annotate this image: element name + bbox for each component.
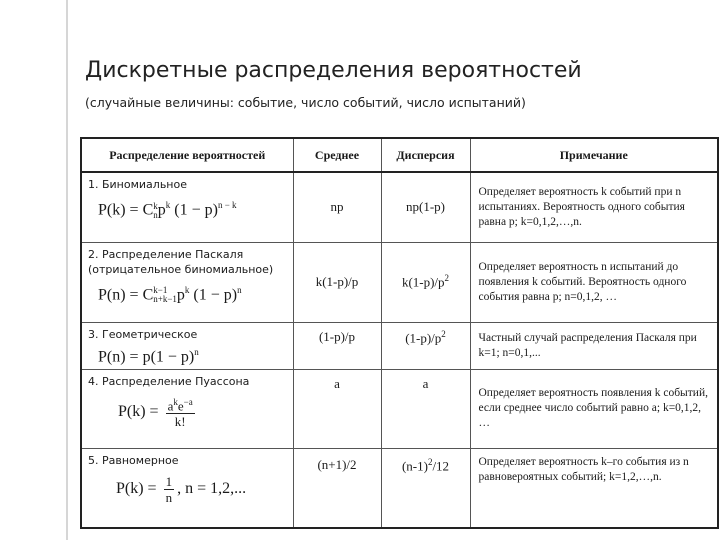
distribution-name: 3. Геометрическое	[88, 327, 198, 341]
header-mean: Среднее	[293, 138, 381, 172]
distribution-cell	[81, 242, 293, 322]
variance-value: np(1-p)	[381, 172, 470, 242]
page-subtitle: (случайные величины: событие, число событий, число испытаний)	[85, 95, 526, 110]
variance-tail: /12	[432, 457, 450, 473]
variance-exponent: 2	[441, 328, 446, 339]
distributions-table	[80, 137, 719, 529]
variance-value	[381, 448, 470, 528]
note-text: Определяет вероятность k–го события из n равновероятных событий; k=1,2,…,n.	[470, 448, 718, 528]
variance-value	[381, 242, 470, 322]
table-row	[81, 369, 718, 448]
geometric-formula: $P(n) = p(1 - p)^n$	[98, 346, 199, 365]
distribution-cell	[81, 322, 293, 369]
poisson-fraction: $\frac{a^ke^{-a}}{k!}$	[167, 396, 193, 429]
table-row	[81, 448, 718, 528]
header-row	[81, 138, 718, 172]
mean-value: (n+1)/2	[293, 448, 381, 528]
distribution-name: 5. Равномерное	[88, 453, 179, 467]
pascal-formula: P(n) = C k−1 n+k−1 $p^k$ $(1 - p)^n$	[98, 284, 242, 305]
variance-exponent: 2	[444, 273, 450, 284]
variance-value	[381, 322, 470, 369]
note-text: Определяет вероятность n испытаний до появления k событий. Вероятность одного события равна p; n=0,1,2, …	[470, 242, 718, 322]
mean-value: k(1-p)/p	[293, 242, 381, 322]
left-accent-rule	[66, 0, 68, 540]
page-title: Дискретные распределения вероятностей	[85, 58, 582, 83]
note-text: Частный случай распределения Паскаля при k=1; n=0,1,...	[470, 322, 718, 369]
mean-value: np	[293, 172, 381, 242]
note-text: Определяет вероятность появления k событий, если среднее число событий равно a; k=0,1,2, …	[470, 369, 718, 448]
distribution-name: 1. Биномиальное	[88, 178, 187, 191]
mean-value: a	[293, 369, 381, 448]
distribution-cell	[81, 369, 293, 448]
binomial-formula: P(k) = C k n $p^k$ $(1 - p)^{n - k}$	[98, 200, 237, 220]
table-row	[81, 322, 718, 369]
variance-base: k(1-p)/p	[401, 274, 445, 290]
note-text: Определяет вероятность k событий при n испытаниях. Вероятность одного события равна p; k=0,1,2,…,n.	[470, 172, 718, 242]
table-row	[81, 172, 718, 242]
table-row	[81, 242, 718, 322]
mean-value: (1-p)/p	[293, 322, 381, 369]
header-variance: Дисперсия	[381, 138, 470, 172]
variance-base: (1-p)/p	[405, 329, 442, 345]
uniform-fraction: $\frac{1}{n}$	[165, 473, 173, 505]
distribution-name: 2. Распределение Паскаля (отрицательное биномиальное)	[88, 247, 274, 276]
header-distribution: Распределение вероятностей	[81, 138, 293, 172]
distribution-cell	[81, 172, 293, 242]
distribution-name: 4. Распределение Пуассона	[88, 374, 250, 388]
poisson-formula: P(k) = $\frac{a^ke^{-a}}{k!}$	[118, 396, 193, 429]
variance-exponent: 2	[427, 456, 433, 467]
header-note: Примечание	[470, 138, 718, 172]
variance-value: a	[381, 369, 470, 448]
distribution-cell	[81, 448, 293, 528]
uniform-formula: P(k) = $\frac{1}{n}$ , n = 1,2,...	[116, 473, 247, 505]
variance-base: (n-1)	[401, 457, 428, 473]
